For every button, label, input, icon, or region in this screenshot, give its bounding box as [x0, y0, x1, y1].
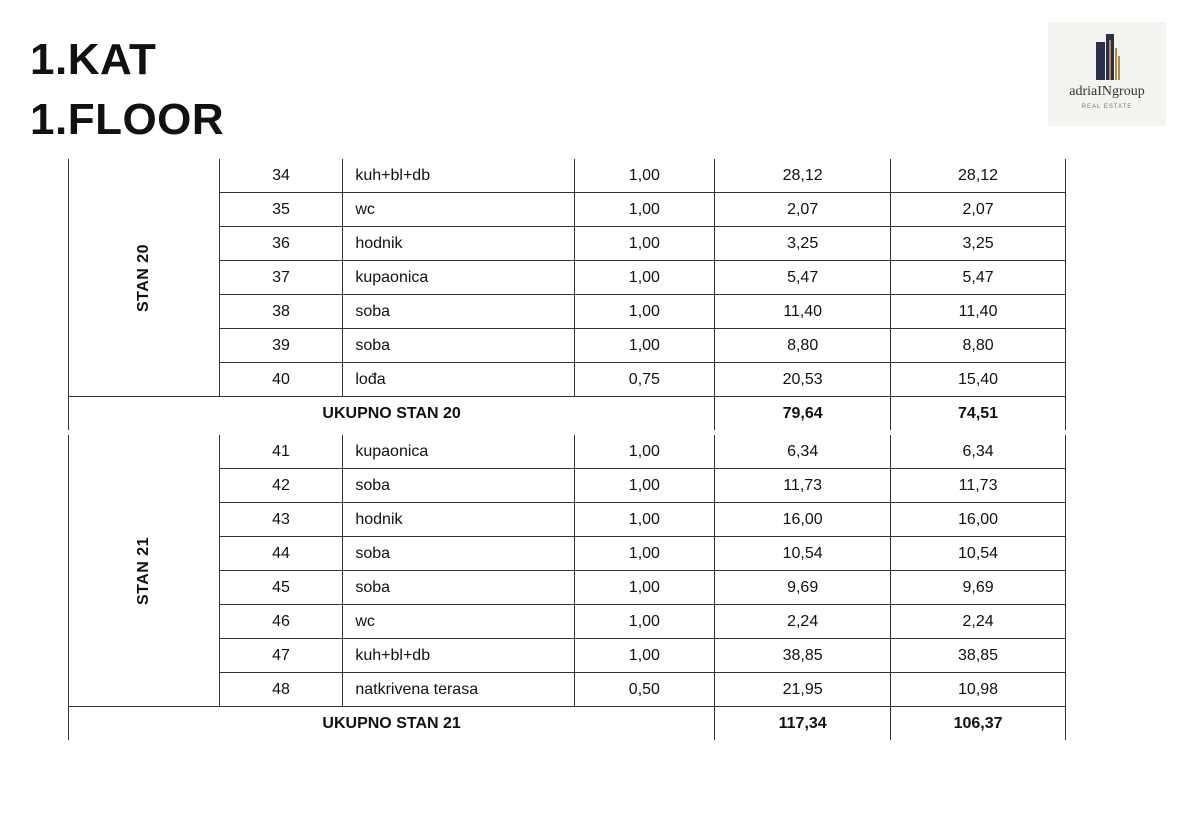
room-name: soba — [343, 295, 574, 329]
room-net-area: 10,98 — [891, 673, 1066, 707]
logo-tagline: REAL ESTATE — [1081, 104, 1133, 110]
room-area: 16,00 — [715, 503, 891, 537]
apartment-label: STAN 20 — [134, 243, 152, 312]
room-coefficient: 1,00 — [574, 639, 715, 673]
table-row — [69, 159, 1066, 193]
room-name: soba — [343, 571, 574, 605]
company-logo — [1048, 22, 1166, 126]
building-icon — [1092, 32, 1124, 80]
room-area: 11,73 — [715, 469, 891, 503]
room-area: 8,80 — [715, 329, 891, 363]
room-number: 41 — [219, 435, 343, 469]
room-name: kuh+bl+db — [343, 639, 574, 673]
room-coefficient: 1,00 — [574, 329, 715, 363]
room-net-area: 6,34 — [891, 435, 1066, 469]
room-coefficient: 1,00 — [574, 537, 715, 571]
room-name: kupaonica — [343, 435, 574, 469]
total-net-area: 74,51 — [891, 397, 1066, 431]
room-number: 34 — [219, 159, 343, 193]
room-net-area: 3,25 — [891, 227, 1066, 261]
total-area: 117,34 — [715, 707, 891, 741]
room-number: 39 — [219, 329, 343, 363]
room-number: 36 — [219, 227, 343, 261]
room-net-area: 8,80 — [891, 329, 1066, 363]
room-net-area: 15,40 — [891, 363, 1066, 397]
total-row — [69, 707, 1066, 741]
apartment-table-stan-21 — [68, 435, 1066, 740]
total-net-area: 106,37 — [891, 707, 1066, 741]
room-name: lođa — [343, 363, 574, 397]
room-net-area: 2,24 — [891, 605, 1066, 639]
room-net-area: 10,54 — [891, 537, 1066, 571]
room-number: 46 — [219, 605, 343, 639]
room-area: 28,12 — [715, 159, 891, 193]
room-coefficient: 1,00 — [574, 295, 715, 329]
room-net-area: 11,40 — [891, 295, 1066, 329]
room-area: 38,85 — [715, 639, 891, 673]
room-number: 45 — [219, 571, 343, 605]
room-name: kuh+bl+db — [343, 159, 574, 193]
apartment-table-stan-20 — [68, 159, 1066, 430]
room-coefficient: 1,00 — [574, 469, 715, 503]
room-coefficient: 1,00 — [574, 435, 715, 469]
room-name: soba — [343, 537, 574, 571]
room-area: 5,47 — [715, 261, 891, 295]
total-area: 79,64 — [715, 397, 891, 431]
room-number: 40 — [219, 363, 343, 397]
room-number: 38 — [219, 295, 343, 329]
room-area: 20,53 — [715, 363, 891, 397]
room-net-area: 28,12 — [891, 159, 1066, 193]
room-name: kupaonica — [343, 261, 574, 295]
page-title-english: 1.FLOOR — [30, 95, 225, 144]
room-area: 2,24 — [715, 605, 891, 639]
room-name: soba — [343, 469, 574, 503]
room-name: wc — [343, 193, 574, 227]
table-row — [69, 435, 1066, 469]
room-area: 2,07 — [715, 193, 891, 227]
room-net-area: 11,73 — [891, 469, 1066, 503]
apartment-label-cell — [69, 159, 220, 397]
room-number: 48 — [219, 673, 343, 707]
room-coefficient: 1,00 — [574, 193, 715, 227]
room-area: 11,40 — [715, 295, 891, 329]
room-number: 47 — [219, 639, 343, 673]
room-number: 37 — [219, 261, 343, 295]
total-label: UKUPNO STAN 20 — [69, 397, 715, 431]
room-area: 21,95 — [715, 673, 891, 707]
room-area: 6,34 — [715, 435, 891, 469]
room-name: soba — [343, 329, 574, 363]
apartment-label-cell — [69, 435, 220, 707]
room-name: hodnik — [343, 503, 574, 537]
room-number: 35 — [219, 193, 343, 227]
room-net-area: 16,00 — [891, 503, 1066, 537]
room-area: 9,69 — [715, 571, 891, 605]
room-number: 44 — [219, 537, 343, 571]
total-label: UKUPNO STAN 21 — [69, 707, 715, 741]
room-net-area: 2,07 — [891, 193, 1066, 227]
room-coefficient: 0,75 — [574, 363, 715, 397]
room-coefficient: 1,00 — [574, 261, 715, 295]
room-area: 3,25 — [715, 227, 891, 261]
apartment-label: STAN 21 — [134, 536, 152, 605]
room-coefficient: 1,00 — [574, 571, 715, 605]
room-net-area: 38,85 — [891, 639, 1066, 673]
room-number: 43 — [219, 503, 343, 537]
room-number: 42 — [219, 469, 343, 503]
room-area: 10,54 — [715, 537, 891, 571]
logo-wordmark: adriaINgroup — [1069, 84, 1145, 99]
room-name: hodnik — [343, 227, 574, 261]
room-coefficient: 0,50 — [574, 673, 715, 707]
room-coefficient: 1,00 — [574, 159, 715, 193]
room-coefficient: 1,00 — [574, 503, 715, 537]
room-name: wc — [343, 605, 574, 639]
room-name: natkrivena terasa — [343, 673, 574, 707]
room-coefficient: 1,00 — [574, 227, 715, 261]
room-net-area: 5,47 — [891, 261, 1066, 295]
page-title-croatian: 1.KAT — [30, 35, 157, 84]
total-row — [69, 397, 1066, 431]
room-coefficient: 1,00 — [574, 605, 715, 639]
room-net-area: 9,69 — [891, 571, 1066, 605]
